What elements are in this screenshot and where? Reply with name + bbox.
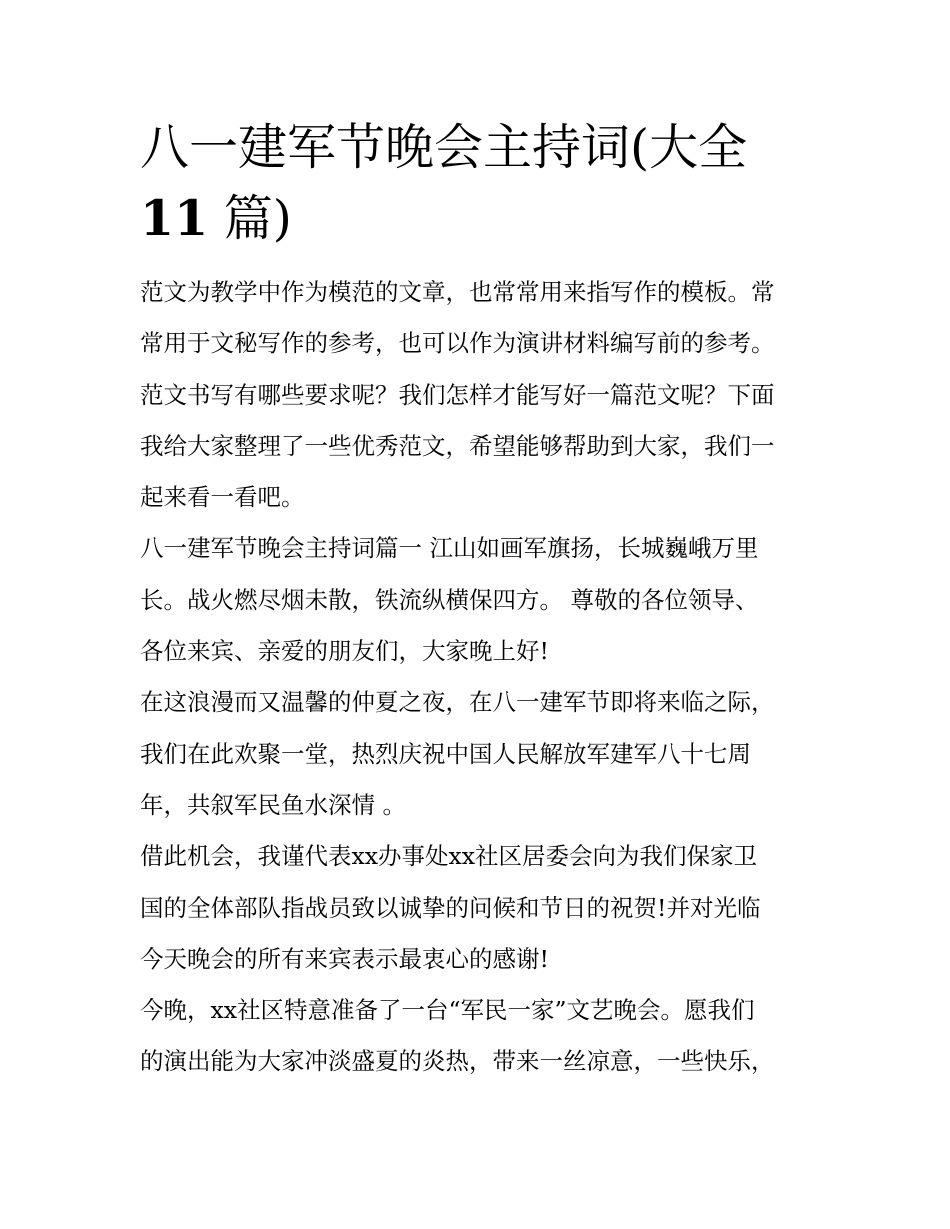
paragraph-line: 八一建军节晚会主持词篇一 江山如画军旗扬，长城巍峨万里 <box>140 534 759 563</box>
document-body <box>140 267 820 1088</box>
title-suffix: 篇) <box>223 190 292 247</box>
document-content <box>140 112 820 1088</box>
paragraph-line: 今晚，xx社区特意准备了一台“军民一家”文艺晚会。愿我们 <box>140 996 755 1025</box>
paragraph-line: 各位来宾、亲爱的朋友们，大家晚上好! <box>140 637 549 666</box>
paragraph-line: 在这浪漫而又温馨的仲夏之夜，在八一建军节即将来临之际， <box>140 688 775 717</box>
paragraph-intro <box>140 267 820 523</box>
paragraph-line: 今天晚会的所有来宾表示最衷心的感谢! <box>140 944 549 973</box>
paragraph-line: 的演出能为大家冲淡盛夏的炎热，带来一丝凉意，一些快乐， <box>140 1047 775 1076</box>
paragraph-line: 借此机会，我谨代表xx办事处xx社区居委会向为我们保家卫 <box>140 842 758 871</box>
paragraph-line: 范文书写有哪些要求呢？我们怎样才能写好一篇范文呢？下面 <box>140 380 775 409</box>
paragraph-line: 常用于文秘写作的参考，也可以作为演讲材料编写前的参考。 <box>140 329 775 358</box>
paragraph-line: 年，共叙军民鱼水深情 。 <box>140 790 406 819</box>
paragraph-line: 我们在此欢聚一堂，热烈庆祝中国人民解放军建军八十七周 <box>140 739 751 768</box>
title-line-1: 八一建军节晚会主持词(大全 <box>140 119 748 176</box>
paragraph-evening-show <box>140 985 820 1088</box>
paragraph-line: 起来看一看吧。 <box>140 483 305 512</box>
paragraph-greetings <box>140 831 820 985</box>
paragraph-opening-poem <box>140 523 820 677</box>
title-number: 11 <box>140 189 209 247</box>
paragraph-line: 范文为教学中作为模范的文章，也常常用来指写作的模板。常 <box>140 278 775 306</box>
document-title <box>140 112 820 254</box>
paragraph-line: 国的全体部队指战员致以诚挚的问候和节日的祝贺!并对光临 <box>140 893 761 922</box>
paragraph-line: 我给大家整理了一些优秀范文，希望能够帮助到大家，我们一 <box>140 431 775 460</box>
paragraph-celebration <box>140 677 820 831</box>
title-line-2 <box>140 183 820 254</box>
paragraph-line: 长。战火燃尽烟未散，铁流纵横保四方。 尊敬的各位领导、 <box>140 585 759 614</box>
